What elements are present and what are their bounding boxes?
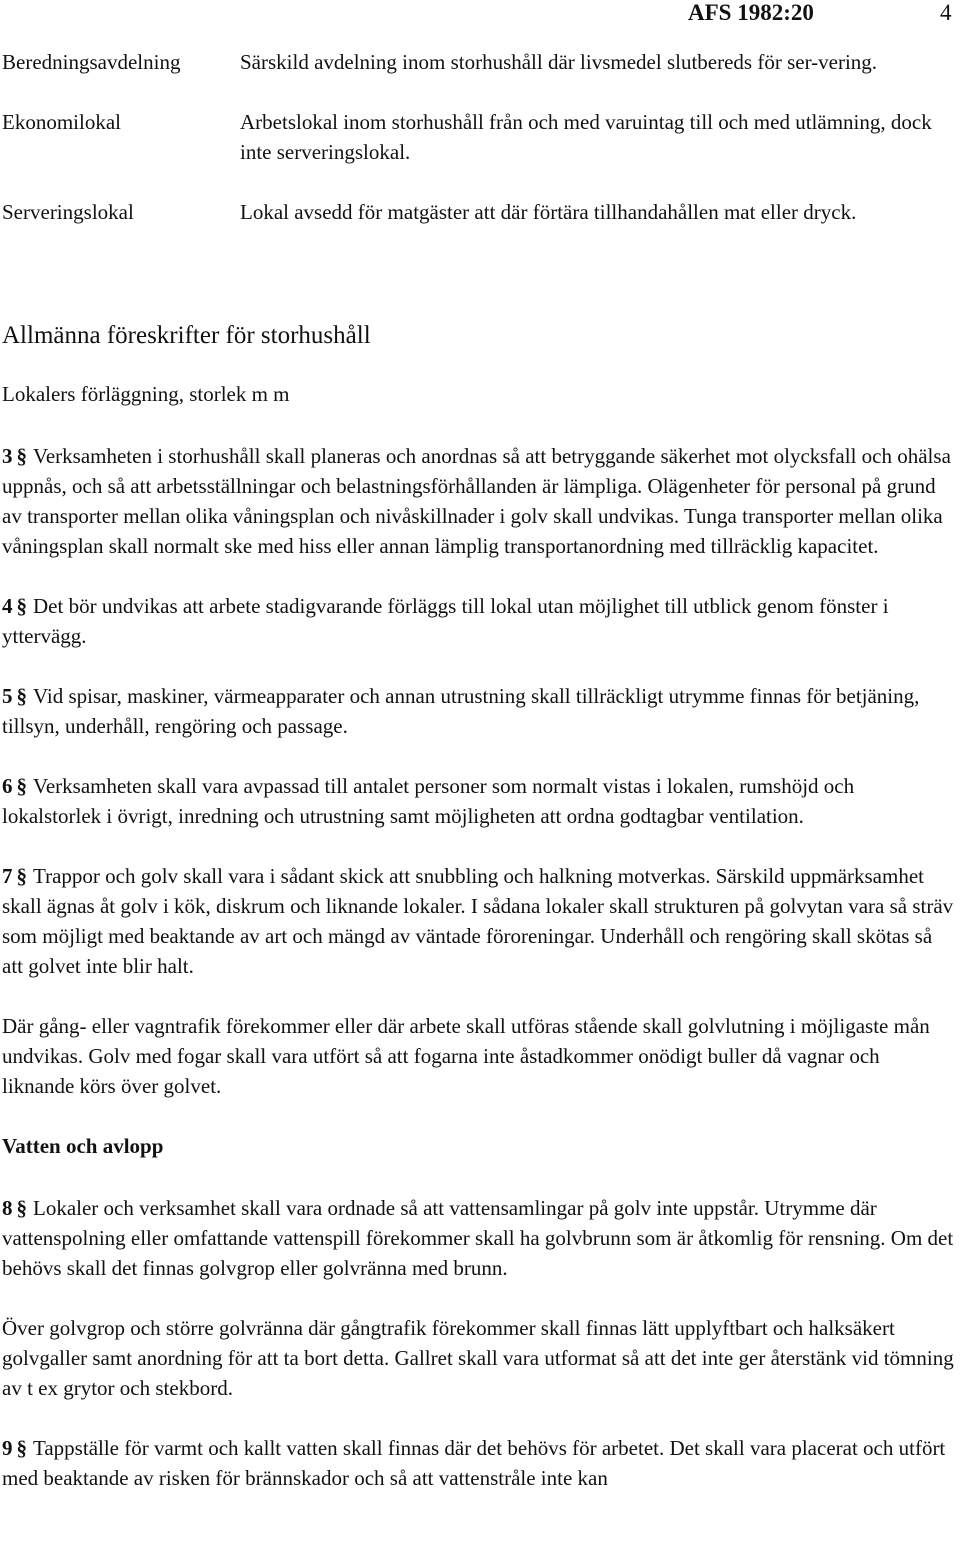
definition-description: Lokal avsedd för matgäster att där förtära tillhandahållen mat eller dryck. bbox=[240, 200, 857, 224]
paragraph-text: Tappställe för varmt och kallt vatten skall finnas där det behövs för arbetet. Det skall vara placerat och utfört med beaktande av risken för brännskador och så att vattenstråle inte kan bbox=[2, 1436, 946, 1490]
definition-row bbox=[2, 107, 952, 167]
definition-term: Serveringslokal bbox=[2, 200, 134, 224]
paragraph-8 bbox=[2, 1193, 957, 1283]
paragraph-number: 3 bbox=[2, 444, 13, 468]
subsection-heading: Lokalers förläggning, storlek m m bbox=[2, 382, 290, 406]
section-sign: § bbox=[16, 444, 27, 468]
paragraph-8-continued: Över golvgrop och större golvränna där gångtrafik förekommer skall finnas lätt upplyftbart och halksäkert golvgaller samt anordning för att ta bort detta. Gallret skall vara utformat så att det inte ger återstänk vid tömning av t ex grytor och stekbord. bbox=[2, 1316, 954, 1400]
document-id: AFS 1982:20 bbox=[688, 0, 814, 25]
page-number: 4 bbox=[940, 0, 952, 25]
section-sign: § bbox=[16, 864, 27, 888]
definition-row bbox=[2, 47, 952, 77]
paragraph-7 bbox=[2, 861, 957, 981]
definition-term: Beredningsavdelning bbox=[2, 50, 181, 74]
paragraph-number: 7 bbox=[2, 864, 13, 888]
definition-row bbox=[2, 197, 952, 227]
paragraph-text: Det bör undvikas att arbete stadigvarande förläggs till lokal utan möjlighet till utblick genom fönster i yttervägg. bbox=[2, 594, 889, 648]
paragraph-text: Trappor och golv skall vara i sådant skick att snubbling och halkning motverkas. Särskild uppmärksamhet skall ägnas åt golv i kök, diskrum och liknande lokaler. I sådana lokaler skall strukturen på golvytan vara så sträv som möjligt med beaktande av art och mängd av väntade föroreningar. Underhåll och rengöring skall skötas så att golvet inte blir halt. bbox=[2, 864, 954, 978]
definition-description: Arbetslokal inom storhushåll från och med varuintag till och med utlämning, dock inte serveringslokal. bbox=[240, 110, 932, 164]
section-heading: Allmänna föreskrifter för storhushåll bbox=[2, 322, 371, 349]
paragraph-number: 6 bbox=[2, 774, 13, 798]
paragraph-number: 9 bbox=[2, 1436, 13, 1460]
paragraph-text: Verksamheten i storhushåll skall planeras och anordnas så att betryggande säkerhet mot olycksfall och ohälsa uppnås, och så att arbetsställningar och belastningsförhållanden är lämpliga. Olägenheter för personal på grund av transporter mellan olika våningsplan och nivåskillnader i golv skall undvikas. Tunga transporter mellan olika våningsplan skall normalt ske med hiss eller annan lämplig transportanordning med tillräcklig kapacitet. bbox=[2, 444, 951, 558]
definition-description: Särskild avdelning inom storhushåll där livsmedel slutbereds för ser-vering. bbox=[240, 50, 878, 74]
definition-term: Ekonomilokal bbox=[2, 110, 121, 134]
main-content bbox=[2, 321, 957, 1523]
paragraph-4 bbox=[2, 591, 957, 651]
paragraph-number: 8 bbox=[2, 1196, 13, 1220]
paragraph-number: 5 bbox=[2, 684, 13, 708]
section-sign: § bbox=[16, 1196, 27, 1220]
section-sign: § bbox=[16, 594, 27, 618]
paragraph-3 bbox=[2, 441, 957, 561]
section-sign: § bbox=[16, 684, 27, 708]
page-header bbox=[0, 0, 960, 30]
subsection-heading: Vatten och avlopp bbox=[2, 1134, 164, 1158]
paragraph-7-continued: Där gång- eller vagntrafik förekommer eller där arbete skall utföras stående skall golvlutning i möjligaste mån undvikas. Golv med fogar skall vara utfört så att fogarna inte åstadkommer onödigt buller då vagnar och liknande körs över golvet. bbox=[2, 1014, 930, 1098]
section-sign: § bbox=[16, 774, 27, 798]
paragraph-number: 4 bbox=[2, 594, 13, 618]
paragraph-9 bbox=[2, 1433, 957, 1493]
paragraph-text: Verksamheten skall vara avpassad till antalet personer som normalt vistas i lokalen, rumshöjd och lokalstorlek i övrigt, inredning och utrustning samt möjligheten att ordna godtagbar ventilation. bbox=[2, 774, 855, 828]
section-sign: § bbox=[16, 1436, 27, 1460]
paragraph-text: Lokaler och verksamhet skall vara ordnade så att vattensamlingar på golv inte uppstår. Utrymme där vattenspolning eller omfattande vattenspill förekommer skall ha golvbrunn som är åtkomlig för rensning. Om det behövs skall det finnas golvgrop eller golvränna med brunn. bbox=[2, 1196, 954, 1280]
paragraph-6 bbox=[2, 771, 957, 831]
paragraph-5 bbox=[2, 681, 957, 741]
paragraph-text: Vid spisar, maskiner, värmeapparater och annan utrustning skall tillräckligt utrymme finnas för betjäning, tillsyn, underhåll, rengöring och passage. bbox=[2, 684, 920, 738]
definition-list bbox=[2, 47, 952, 257]
